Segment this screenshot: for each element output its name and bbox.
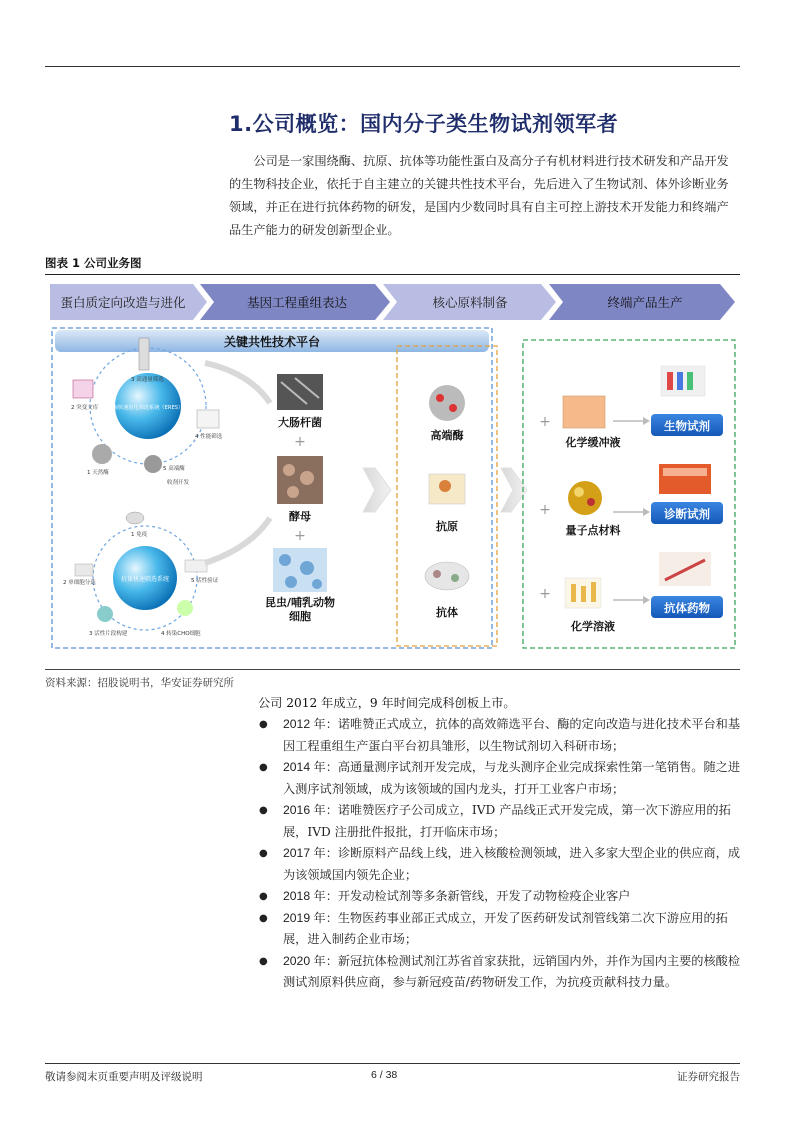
list-item [258, 800, 742, 843]
cycle-top-4: 5 高端酶 [163, 466, 185, 472]
plus-host-2: + [294, 528, 306, 544]
material-label-antibody: 抗体 [436, 606, 458, 619]
cell-sorting-icon [75, 564, 93, 576]
curve-arrow-bottom [205, 518, 270, 563]
host-insect-mammal [265, 548, 335, 623]
material-label-antigen: 抗原 [436, 520, 458, 533]
antibody-sys-label: 抗体快速筛选系统 [120, 576, 170, 583]
milestone-year: 2012 年 [283, 717, 326, 731]
intro-paragraph: 公司是一家围绕酶、抗原、抗体等功能性蛋白及高分子有机材料进行技术研发和产品开发的生物科技企业，依托于自主建立的关键共性技术平台，先后进入了生物试剂、体外诊断业务领域，并正在进行抗体药物的研发，是国内少数同时具有自主可控上游技术开发能力和终端产品生产能力的研发创新型企业。 [229, 154, 729, 237]
list-item [258, 714, 742, 757]
natural-enzyme-icon [92, 444, 112, 464]
plus-host-1: + [294, 434, 306, 450]
milestone-year: 2017 年 [283, 846, 326, 860]
material-label-enzyme: 高端酶 [430, 429, 464, 442]
cycle-bottom-3: 3 活性片段构建 [89, 631, 128, 637]
big-arrow-1 [363, 468, 391, 512]
milestone-year: 2014 年 [283, 760, 326, 774]
established-line: 公司 2012 年成立，9 年时间完成科创板上市。 [258, 696, 516, 710]
plate-icon [197, 410, 219, 428]
stage-label-2: 基因工程重组表达 [246, 295, 348, 310]
cycle-top-3: 1 天然酶 [87, 470, 109, 476]
plus-row-2: + [539, 502, 551, 518]
fragment-icon [97, 606, 113, 622]
stage-label-3: 核心原料制备 [432, 295, 508, 310]
page-number: 6 / 38 [371, 1069, 398, 1081]
stage-label-1: 蛋白质定向改造与进化 [60, 295, 186, 310]
bullet-icon: ● [259, 955, 268, 967]
material-antibody [425, 562, 469, 619]
eres-label: 酶快速进化筛选系统（ERES） [112, 405, 184, 411]
material-enzyme [429, 385, 465, 442]
antibody-icon [425, 562, 469, 590]
mouse-icon [126, 512, 144, 524]
reagent-label-buffer: 化学缓冲液 [565, 436, 621, 449]
milestone-text: ：高通量测序试剂开发完成，与龙头测序企业完成探索性第一笔销售。随之进入测序试剂领域，成为该领域的国内龙头，打开工业客户市场； [283, 760, 741, 796]
milestone-text: ：诺唯赞医疗子公司成立，IVD 产品线正式开发完成，第一次下游应用的拓展，IVD 注册批件报批，打开临床市场； [283, 803, 731, 839]
plus-row-3: + [539, 586, 551, 602]
yeast-image [277, 456, 323, 504]
quantum-dot-icon [568, 481, 602, 515]
milestone-text: ：生物医药事业部正式成立，开发了医药研发试剂管线第二次下游应用的拓展，进入制药企业市场； [283, 910, 728, 946]
host-label-cells-1: 昆虫/哺乳动物 [264, 596, 336, 609]
section-heading: 1.公司概览：国内分子类生物试剂领军者 [229, 112, 619, 136]
figure-label: 图表 1 公司业务图 [45, 256, 142, 270]
enzyme-evolution-cycle [71, 338, 223, 486]
source-rule [45, 669, 740, 670]
bullet-icon: ● [259, 805, 268, 816]
cycle-top-2: 4 性能筛选 [195, 434, 223, 440]
business-diagram [45, 278, 740, 658]
cycle-bottom-4: 4 转染CHO细胞 [161, 631, 201, 637]
cycle-top-0: 3 高通量筛选 [131, 377, 164, 383]
stage-arrow-3 [383, 284, 556, 320]
header-rule [45, 66, 740, 67]
milestone-text: ：开发动检试剂等多条新管线，开发了动物检疫企业客户 [325, 889, 631, 903]
high-end-enzyme-icon [144, 455, 162, 473]
host-label-cells-2: 细胞 [289, 610, 311, 623]
bullet-icon: ● [259, 762, 268, 773]
plus-row-1: + [539, 414, 551, 430]
platform-title: 关键共性技术平台 [223, 335, 321, 349]
bullet-icon: ● [259, 719, 268, 730]
product-row-diagnostics [539, 464, 723, 537]
cycle-bottom-1: 2 单细胞分选 [63, 580, 96, 586]
list-item [258, 951, 742, 994]
host-yeast [277, 456, 323, 523]
milestone-text: ：新冠抗体检测试剂江苏省首家获批，远销国内外，并作为国内主要的核酸检测试剂原料供应商，参与新冠疫苗/药物研发工作，为抗疫贡献科技力量。 [283, 953, 741, 989]
milestone-year: 2020 年 [283, 953, 326, 968]
milestone-year: 2016 年 [283, 803, 326, 817]
cycle-top-5: 收剂开发 [167, 480, 190, 486]
milestone-text: ：诺唯赞正式成立，抗体的高效筛选平台、酶的定向改造与进化技术平台和基因工程重组生产蛋白平台初具雏形，以生物试剂切入科研市场； [283, 717, 741, 753]
reagent-label-solution: 化学溶液 [571, 620, 615, 633]
product-label-bio-reagent: 生物试剂 [664, 419, 710, 433]
host-label-ecoli: 大肠杆菌 [278, 416, 322, 429]
stage-arrow-1 [50, 284, 207, 320]
stage-arrow-4 [549, 284, 735, 320]
milestone-year: 2018 年 [283, 889, 326, 903]
list-item [258, 757, 742, 800]
product-row-reagents [539, 366, 723, 449]
cho-cell-icon [177, 600, 193, 616]
source-note: 资料来源：招股说明书，华安证券研究所 [45, 677, 234, 689]
material-antigen [429, 474, 465, 533]
product-row-drugs [539, 552, 723, 633]
curve-arrow-top [205, 363, 270, 403]
enzyme-structure-icon [429, 385, 465, 421]
tube-icon [139, 338, 149, 370]
host-ecoli [277, 374, 323, 429]
list-item [258, 908, 742, 951]
bullet-icon: ● [259, 912, 268, 924]
stage-arrow-2 [200, 284, 390, 320]
footer-rule [45, 1063, 740, 1064]
milestone-list [258, 714, 742, 994]
footer-disclaimer: 敬请参阅末页重要声明及评级说明 [45, 1071, 203, 1083]
bullet-icon: ● [259, 848, 268, 859]
product-label-diagnostic: 诊断试剂 [664, 507, 710, 521]
gel-icon [185, 560, 207, 572]
milestone-year: 2019 年 [283, 910, 326, 925]
mutation-library-icon [73, 380, 93, 398]
cycle-bottom-0: 1 免疫 [131, 532, 148, 538]
buffer-plate-icon [563, 396, 605, 428]
list-item [258, 886, 742, 908]
bullet-icon: ● [259, 891, 268, 902]
figure-rule [45, 274, 740, 275]
milestone-text: ：诊断原料产品线上线，进入核酸检测领域，进入多家大型企业的供应商，成为该领域国内领先企业； [283, 846, 741, 882]
product-label-drug: 抗体药物 [664, 601, 710, 615]
reagent-label-qdot: 量子点材料 [565, 524, 621, 537]
antibody-screening-cycle [63, 512, 219, 637]
host-label-yeast: 酵母 [289, 510, 311, 523]
cycle-bottom-2: 5 活性验证 [191, 578, 219, 584]
stage-label-4: 终端产品生产 [607, 295, 683, 310]
ecoli-image [277, 374, 323, 410]
footer-report-type: 证券研究报告 [677, 1071, 740, 1083]
list-item [258, 843, 742, 886]
cycle-top-1: 2 突变文库 [71, 405, 99, 411]
